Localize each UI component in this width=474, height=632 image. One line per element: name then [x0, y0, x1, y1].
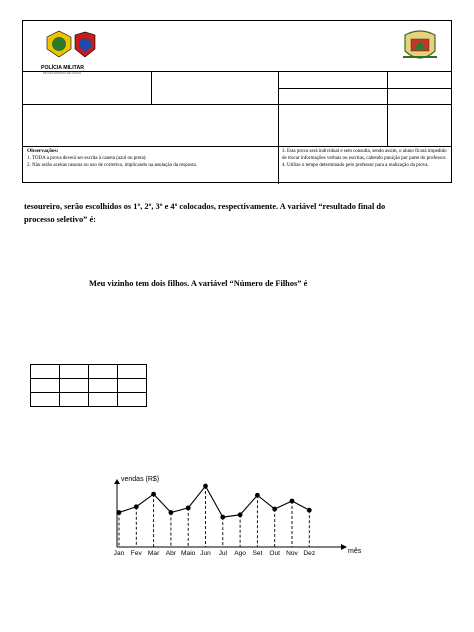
data-point — [151, 492, 156, 497]
table-row — [31, 365, 147, 379]
data-point — [169, 510, 174, 515]
data-point — [203, 484, 208, 489]
school-crest-logo — [401, 27, 439, 67]
x-tick-label: Abr — [165, 550, 177, 557]
question-1-line: processo seletivo” é: — [24, 215, 96, 224]
header-divider — [23, 146, 451, 147]
observation-item: 2. Não serão aceitas rasuras ou uso de corretivo, implicando na anulação da resposta. — [27, 163, 197, 168]
police-logo — [37, 27, 109, 75]
table-cell — [118, 365, 147, 379]
table-cell — [89, 393, 118, 407]
table-cell — [60, 379, 89, 393]
logo-title: POLÍCIA MILITAR — [41, 65, 84, 71]
observation-item: 1. TODA a prova deverá ser escrita à caneta (azul ou preta). — [27, 156, 147, 161]
table-cell — [31, 365, 60, 379]
table-cell — [31, 393, 60, 407]
y-axis-label: vendas (R$) — [121, 476, 160, 483]
x-tick-label: Jun — [200, 550, 211, 557]
data-point — [290, 499, 295, 504]
header-divider — [23, 104, 278, 105]
data-point — [307, 508, 312, 513]
observations-title: Observações: — [27, 148, 59, 154]
logo-subtitle: PM DO ESTADO DE GOIÁS — [43, 71, 82, 75]
table-cell — [89, 379, 118, 393]
x-tick-label: Out — [269, 550, 281, 557]
x-tick-label: Fev — [130, 550, 142, 557]
question-1-line: tesoureiro, serão escolhidos os 1º, 2º, 3º e 4º colocados, respectivamente. A variável “resultado final do — [24, 202, 386, 211]
header-divider — [151, 71, 152, 104]
table-cell — [60, 393, 89, 407]
data-point — [134, 504, 139, 509]
table-cell — [89, 365, 118, 379]
y-axis-arrow — [114, 479, 120, 484]
observations-block — [27, 148, 275, 169]
table-cell — [118, 393, 147, 407]
rule-item: 4. Utilize o tempo determinado pelo professor para a realização da prova. — [282, 163, 429, 168]
data-point — [220, 515, 225, 520]
data-point — [186, 506, 191, 511]
question-2-text: Meu vizinho tem dois filhos. A variável “Número de Filhos” é — [89, 279, 308, 288]
series-line — [119, 486, 309, 517]
x-tick-label: Maio — [181, 550, 196, 557]
data-point — [238, 512, 243, 517]
x-axis-label: mês — [348, 548, 362, 555]
rule-item: 3. Esta prova será individual e sem consulta, sendo assim, o aluno ficará impedido de trocar informações verbais ou escritas, cabendo punição por parte do professor. — [282, 149, 447, 161]
header-divider — [278, 104, 451, 105]
data-point — [272, 507, 277, 512]
exam-header — [22, 20, 452, 183]
table-cell — [118, 379, 147, 393]
x-tick-label: Jan — [113, 550, 125, 557]
rules-block — [282, 148, 448, 169]
x-tick-label: Jul — [218, 550, 228, 557]
x-tick-label: Nov — [286, 550, 298, 557]
header-divider — [387, 71, 388, 146]
data-point — [117, 510, 122, 515]
x-tick-label: Set — [252, 550, 263, 557]
table-row — [31, 393, 147, 407]
sales-line-chart — [100, 470, 380, 570]
question-1-text — [24, 200, 456, 226]
x-tick-label: Mar — [147, 550, 160, 557]
header-divider — [278, 88, 451, 89]
x-axis-arrow — [341, 544, 347, 550]
x-tick-label: Ago — [234, 550, 246, 557]
table-cell — [31, 379, 60, 393]
data-point — [255, 493, 260, 498]
x-tick-label: Dez — [303, 550, 316, 557]
table-cell — [60, 365, 89, 379]
answer-table — [30, 364, 147, 407]
table-row — [31, 379, 147, 393]
